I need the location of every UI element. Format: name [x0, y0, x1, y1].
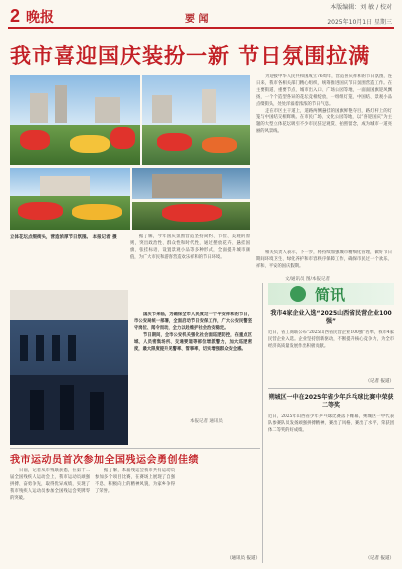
police-credit: 本报记者 通讯员 — [190, 419, 223, 424]
lead-photo-lanterns — [132, 168, 250, 230]
lead-article-body-cont — [130, 234, 250, 274]
bottom-article-col2 — [95, 468, 175, 560]
lead-paragraph: 相关负责人表示，下一步，将持续加强城市精细化管理，做好节日期间环境卫生、绿化养护和市容秩序保障工作，确保市民过一个欢乐、祥和、平安的国庆假期。 — [256, 250, 392, 269]
section-title: 要 闻 — [185, 14, 209, 25]
main-headline: 我市喜迎国庆装扮一新 节日氛围拉满 — [10, 43, 371, 68]
lead-photo-square — [142, 75, 250, 165]
brief-label: 简讯 — [315, 286, 346, 304]
bottom-paragraph: 据了解，本届残运会我市共有运动员参加多个项目比赛，在赛场上展现了自强不息、积极向上的精神风貌，为家乡争得了荣誉。 — [95, 468, 175, 494]
section-divider — [10, 448, 260, 449]
bottom-article-col1 — [10, 468, 90, 560]
lead-paragraph: 为迎接中华人民共和国成立76周年，营造喜庆祥和的节日氛围，连日来，我市各相关部门精心组织，统筹推进国庆节日氛围营造工作。在主要街道、重要节点、城市出入口、广场公园等地，一面面国旗迎风飘扬，一个个造型各异的花坛竞相绽放，一组组灯笼、中国结、景观小品点缀街头，处处洋溢着浓浓的节日气息。 — [256, 74, 392, 107]
column-divider — [262, 283, 263, 563]
lead-photo-flowerbed — [10, 168, 130, 230]
police-paragraph: 国庆节来临，为确保全市人民度过一个平安祥和的节日，市公安局统一部署，全面启动节日安保工作，广大公安民警坚守岗位、闻令而动，全力以赴维护社会治安稳定。 — [134, 312, 252, 331]
brief-credit-1: （记者 报道） — [365, 379, 394, 384]
lead-photo-street — [10, 75, 140, 165]
police-article-body — [134, 312, 252, 412]
newspaper-logo: 晚报 — [26, 10, 54, 26]
lead-paragraph: 走在市区主干道上，道路两侧悬挂的国旗鲜艳夺目，路灯杆上的灯笼与中国结交相辉映。在市民广场、文化公园等地，以“喜迎国庆”为主题的大型立体花坛吸引不少市民驻足观赏、拍照留念，成为城市一道亮丽的风景线。 — [256, 108, 392, 135]
lead-photo-caption: 立体花坛点缀街头，营造浓厚节日氛围。 本报记者 摄 — [10, 235, 117, 240]
brief-body-2: 近日，2025年山西省少年乒乓球比赛落下帷幕，朔城区一中代表队参赛队员发扬顽强拼搏精神，赛出了风格、赛出了水平，荣获团体二等奖的好成绩。 — [268, 414, 394, 433]
page-number: 2 — [10, 6, 21, 26]
lead-credit: 文/通讯员 图/本报记者 — [285, 277, 330, 282]
brief-title-1: 我市4家企业入选“2025山西省民营企业100强” — [270, 310, 392, 325]
brief-title-2: 朔城区一中在2025年省少年乒乓球比赛中荣获二等奖 — [268, 394, 394, 409]
police-photo — [10, 290, 128, 445]
bottom-paragraph: 日前，记者从市残联获悉，在第十二届全国残疾人运动会上，我市运动员顽强拼搏、奋勇争先，取得优异成绩，实现了我市残疾人运动员参加全国残运会奖牌零的突破。 — [10, 468, 90, 501]
date-line: 2025年10月1日 星期三 — [327, 19, 392, 26]
lead-article-body — [256, 74, 392, 250]
brief-body-1: 近日，省工商联公布“2025山西省民营企业100强”名单，我市4家民营企业入选。企业坚持创新驱动，不断提升核心竞争力，为全市经济高质量发展作出积极贡献。 — [268, 330, 394, 349]
header-rule — [8, 27, 394, 29]
lead-paragraph: 据了解，今年国庆氛围营造坚持简约、节俭、美观的原则，突出政治性、群众性和时代性，通过摆放花卉、悬挂国旗、张挂标语、设置景观小品等多种形式，全面提升城市颜值，为广大市民和游客营造欢乐祥和的节日环境。 — [130, 234, 250, 260]
bottom-credit: （通讯员 报道） — [227, 556, 260, 561]
brief-divider — [268, 388, 394, 389]
brief-icon — [290, 286, 306, 302]
editor-line: 本版编辑：刘 敏 / 校对 — [330, 4, 392, 11]
bottom-headline: 我市运动员首次参加全国残运会勇创佳绩 — [10, 455, 199, 466]
police-paragraph: 节日期间，全市公安机关强化社会面巡逻防控，在重点区域、人员密集场所、交通要道等部位增派警力，加大巡逻密度，最大限度提升见警率、管事率，切实增强群众安全感。 — [134, 332, 252, 352]
lead-article-body-end — [256, 250, 392, 276]
brief-credit-2: （记者 报道） — [365, 556, 394, 561]
